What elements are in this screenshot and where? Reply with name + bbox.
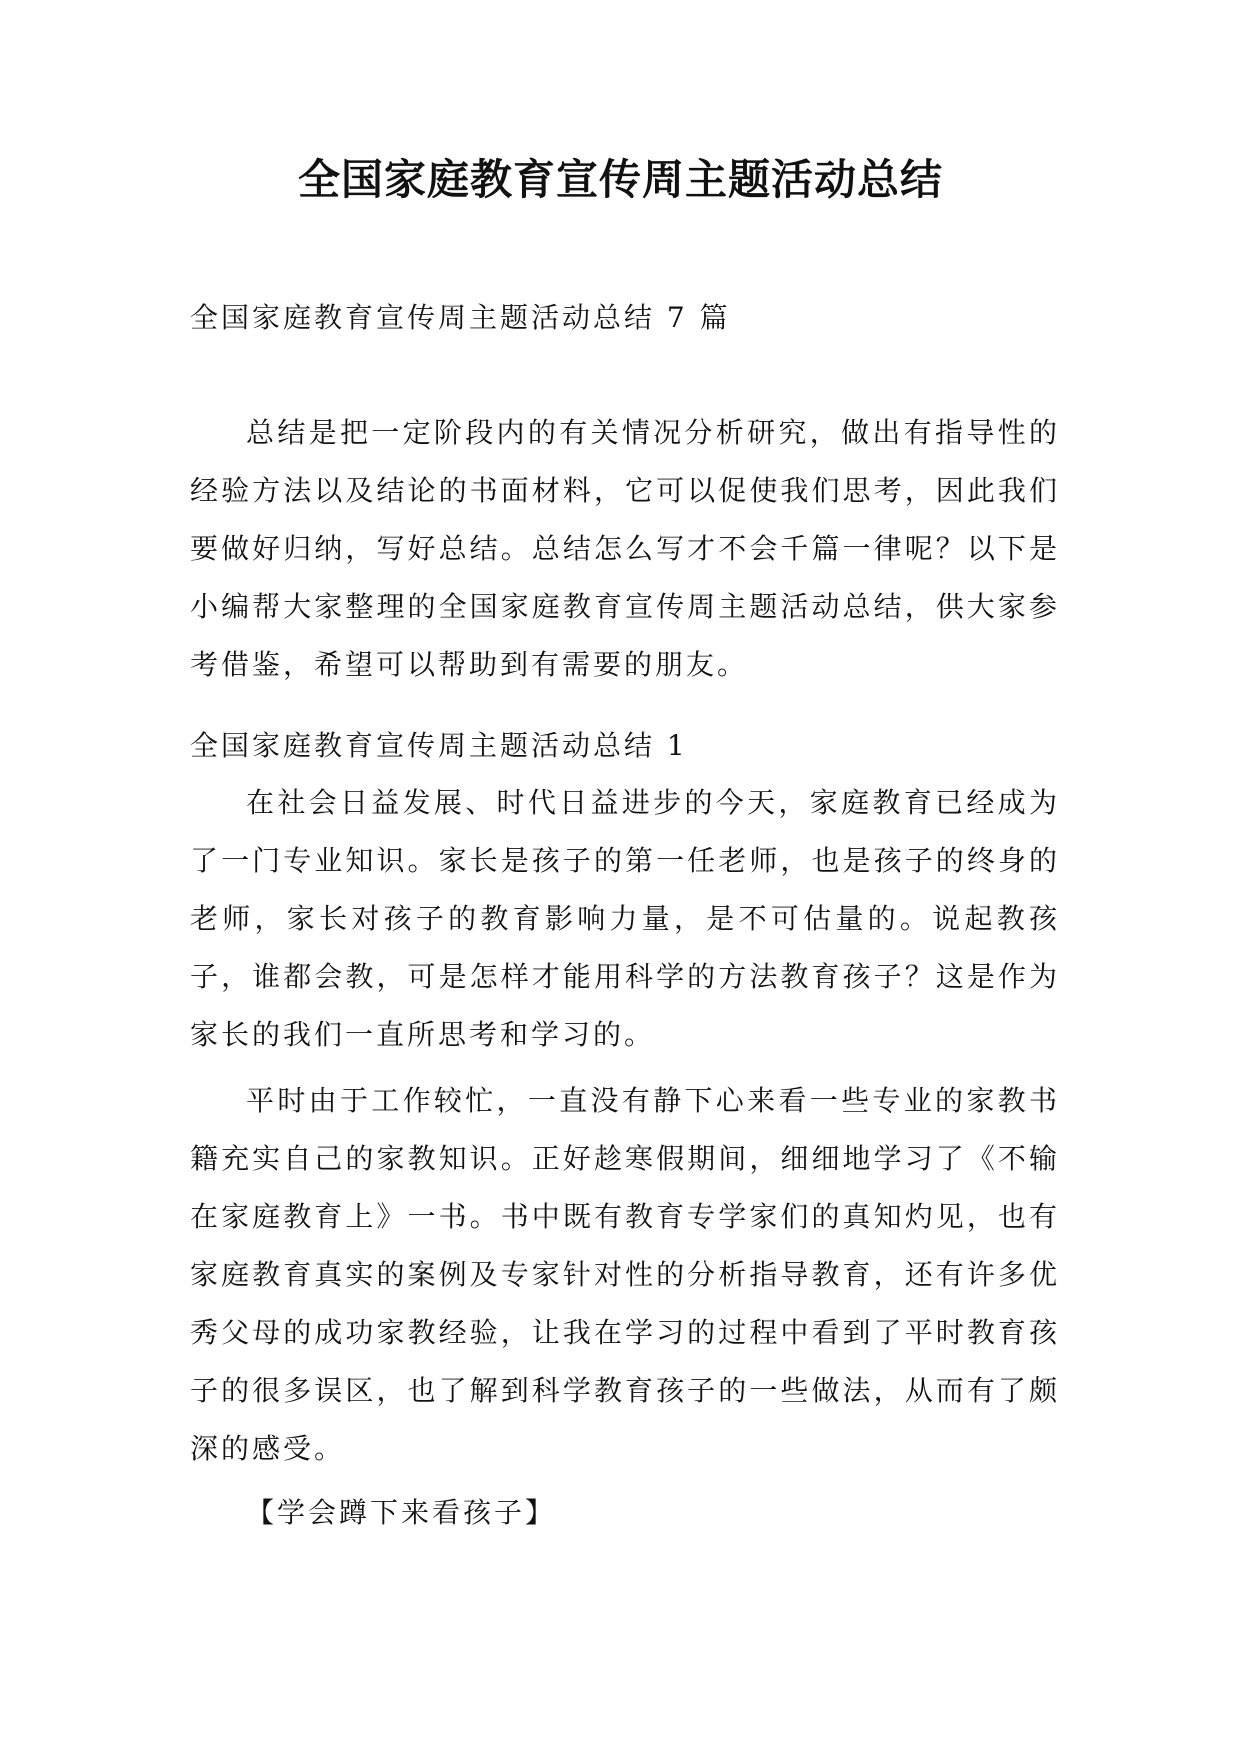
body-paragraph-1: 在社会日益发展、时代日益进步的今天，家庭教育已经成为了一门专业知识。家长是孩子的第一任老师，也是孩子的终身的老师，家长对孩子的教育影响力量，是不可估量的。说起教孩子，谁都会教，可是怎样才能用科学的方法教育孩子？这是作为家长的我们一直所思考和学习的。 (190, 786, 1060, 1051)
body-paragraph-2: 平时由于工作较忙，一直没有静下心来看一些专业的家教书籍充实自己的家教知识。正好趁寒假期间，细细地学习了《不输在家庭教育上》一书。书中既有教育专学家们的真知灼见，也有家庭教育真实的案例及专家针对性的分析指导教育，还有许多优秀父母的成功家教经验，让我在学习的过程中看到了平时教育孩子的很多误区，也了解到科学教育孩子的一些做法，从而有了颇深的感受。 (190, 1084, 1060, 1465)
intro-paragraph: 总结是把一定阶段内的有关情况分析研究，做出有指导性的经验方法以及结论的书面材料，它可以促使我们思考，因此我们要做好归纳，写好总结。总结怎么写才不会千篇一律呢？以下是小编帮大家整理的全国家庭教育宣传周主题活动总结，供大家参考借鉴，希望可以帮助到有需要的朋友。 (190, 416, 1060, 681)
bracket-subheading: 【学会蹲下来看孩子】 (246, 1496, 557, 1529)
document-title: 全国家庭教育宣传周主题活动总结 (297, 155, 943, 204)
section-heading: 全国家庭教育宣传周主题活动总结 1 (190, 729, 688, 762)
document-subtitle: 全国家庭教育宣传周主题活动总结 7 篇 (190, 301, 731, 334)
